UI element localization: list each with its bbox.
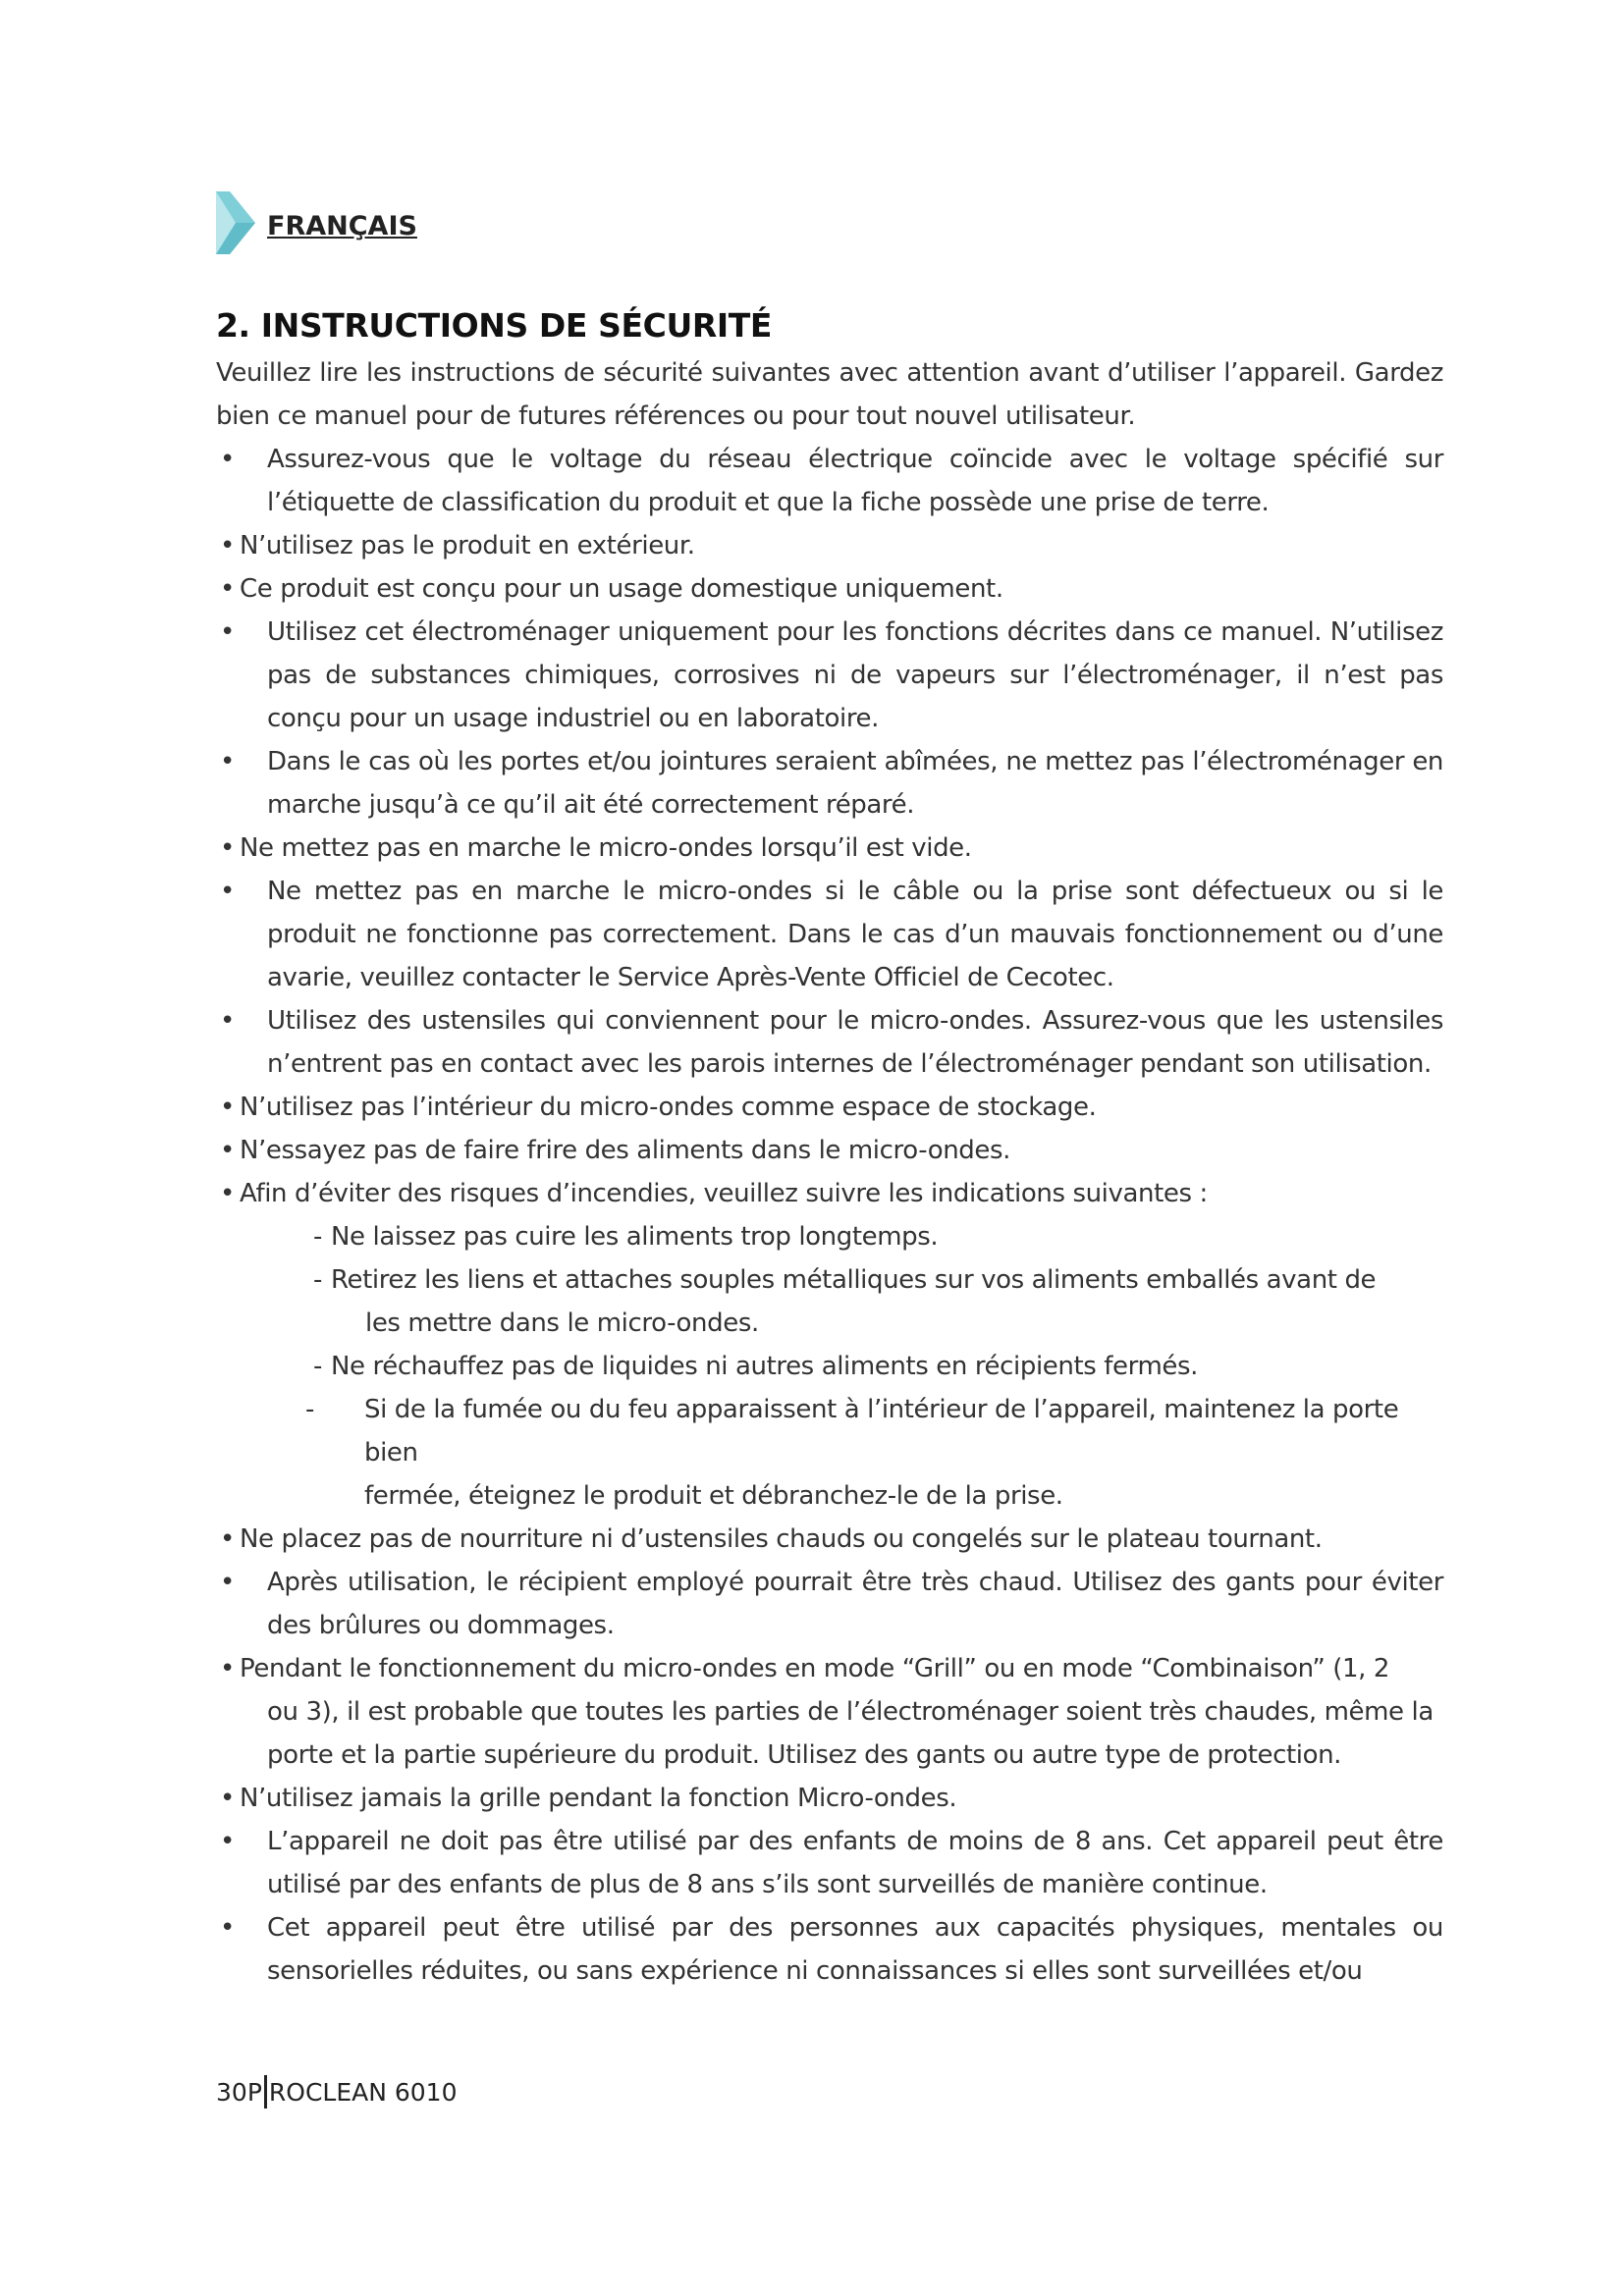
list-item: • L’appareil ne doit pas être utilisé par des enfants de moins de 8 ans. Cet appareil peut être utilisé par des enfants de plus de 8 ans s’ils sont surveillés de manière continue. bbox=[216, 1820, 1443, 1906]
list-item: • Utilisez des ustensiles qui conviennent pour le micro-ondes. Assurez-vous que les ustensiles n’entrent pas en contact avec les parois internes de l’électroménager pendant son utilisation. bbox=[216, 999, 1443, 1086]
list-item-continuation: ou 3), il est probable que toutes les parties de l’électroménager soient très chaudes, même la porte et la partie supérieure du produit. Utilisez des gants ou autre type de protection. bbox=[267, 1697, 1434, 1770]
product-name: ROCLEAN 6010 bbox=[268, 2077, 458, 2107]
list-item: • Utilisez cet électroménager uniquement pour les fonctions décrites dans ce manuel. N’utilisez pas de substances chimiques, corrosives ni de vapeurs sur l’électroménager, il n’est pas conçu pour un usage industriel ou en laboratoire. bbox=[216, 611, 1443, 740]
sub-item-continuation: fermée, éteignez le produit et débranchez-le de la prise. bbox=[364, 1481, 1063, 1511]
page-number: 30 bbox=[216, 2077, 247, 2107]
list-item: • Après utilisation, le récipient employé pourrait être très chaud. Utilisez des gants pour éviter des brûlures ou dommages. bbox=[216, 1561, 1443, 1647]
section-title: 2. INSTRUCTIONS DE SÉCURITÉ bbox=[216, 306, 772, 345]
safety-instructions bbox=[216, 304, 1443, 1993]
sub-item-text: Si de la fumée ou du feu apparaissent à l’intérieur de l’appareil, maintenez la porte bien bbox=[364, 1395, 1399, 1468]
list-item: • Dans le cas où les portes et/ou jointures seraient abîmées, ne mettez pas l’électroménager en marche jusqu’à ce qu’il ait été correctement réparé. bbox=[216, 740, 1443, 827]
sub-item: - Ne laissez pas cuire les aliments trop longtemps. bbox=[313, 1215, 1443, 1258]
list-item: • N’utilisez pas le produit en extérieur. bbox=[216, 524, 1443, 567]
instruction-list bbox=[216, 438, 1443, 1993]
list-item: • Assurez-vous que le voltage du réseau électrique coïncide avec le voltage spécifié sur l’étiquette de classification du produit et que la fiche possède une prise de terre. bbox=[216, 438, 1443, 524]
list-item: • Cet appareil peut être utilisé par des personnes aux capacités physiques, mentales ou sensorielles réduites, ou sans expérience ni connaissances si elles sont surveillées et/ou bbox=[216, 1906, 1443, 1993]
sub-item-text: Retirez les liens et attaches souples métalliques sur vos aliments emballés avant de bbox=[331, 1265, 1377, 1295]
list-item-grill-mode bbox=[216, 1647, 1443, 1777]
list-item: • Ne mettez pas en marche le micro-ondes lorsqu’il est vide. bbox=[216, 827, 1443, 870]
sub-item-continuation: les mettre dans le micro-ondes. bbox=[365, 1308, 759, 1338]
list-item: • Ne mettez pas en marche le micro-ondes si le câble ou la prise sont défectueux ou si le produit ne fonctionne pas correctement. Dans le cas d’un mauvais fonctionnement ou d’une avarie, veuillez contacter le Service Après-Vente Officiel de Cecotec. bbox=[216, 870, 1443, 999]
list-item: • N’essayez pas de faire frire des aliments dans le micro-ondes. bbox=[216, 1129, 1443, 1172]
footer-separator bbox=[264, 2075, 267, 2109]
page-footer bbox=[216, 2075, 458, 2109]
language-chevron-icon bbox=[216, 191, 255, 254]
list-item-text: Pendant le fonctionnement du micro-ondes en mode “Grill” ou en mode “Combinaison” (1, 2 bbox=[240, 1654, 1390, 1683]
list-item: • Ne placez pas de nourriture ni d’ustensiles chauds ou congelés sur le plateau tournant. bbox=[216, 1518, 1443, 1561]
sub-item: - Ne réchauffez pas de liquides ni autres aliments en récipients fermés. bbox=[313, 1345, 1443, 1388]
intro-paragraph: Veuillez lire les instructions de sécurité suivantes avec attention avant d’utiliser l’appareil. Gardez bien ce manuel pour de futures références ou pour tout nouvel utilisateur. bbox=[216, 358, 1443, 431]
list-item-fire-risks bbox=[216, 1172, 1443, 1518]
list-item: • N’utilisez jamais la grille pendant la fonction Micro-ondes. bbox=[216, 1777, 1443, 1820]
sub-item bbox=[313, 1388, 1443, 1518]
list-item: • Ce produit est conçu pour un usage domestique uniquement. bbox=[216, 567, 1443, 611]
language-label: FRANÇAIS bbox=[267, 211, 417, 241]
sub-item bbox=[313, 1258, 1443, 1345]
product-initial: P bbox=[246, 2077, 262, 2107]
fire-risk-sublist bbox=[240, 1215, 1443, 1518]
list-item: • N’utilisez pas l’intérieur du micro-ondes comme espace de stockage. bbox=[216, 1086, 1443, 1129]
list-item-text: Afin d’éviter des risques d’incendies, veuillez suivre les indications suivantes : bbox=[240, 1179, 1208, 1208]
